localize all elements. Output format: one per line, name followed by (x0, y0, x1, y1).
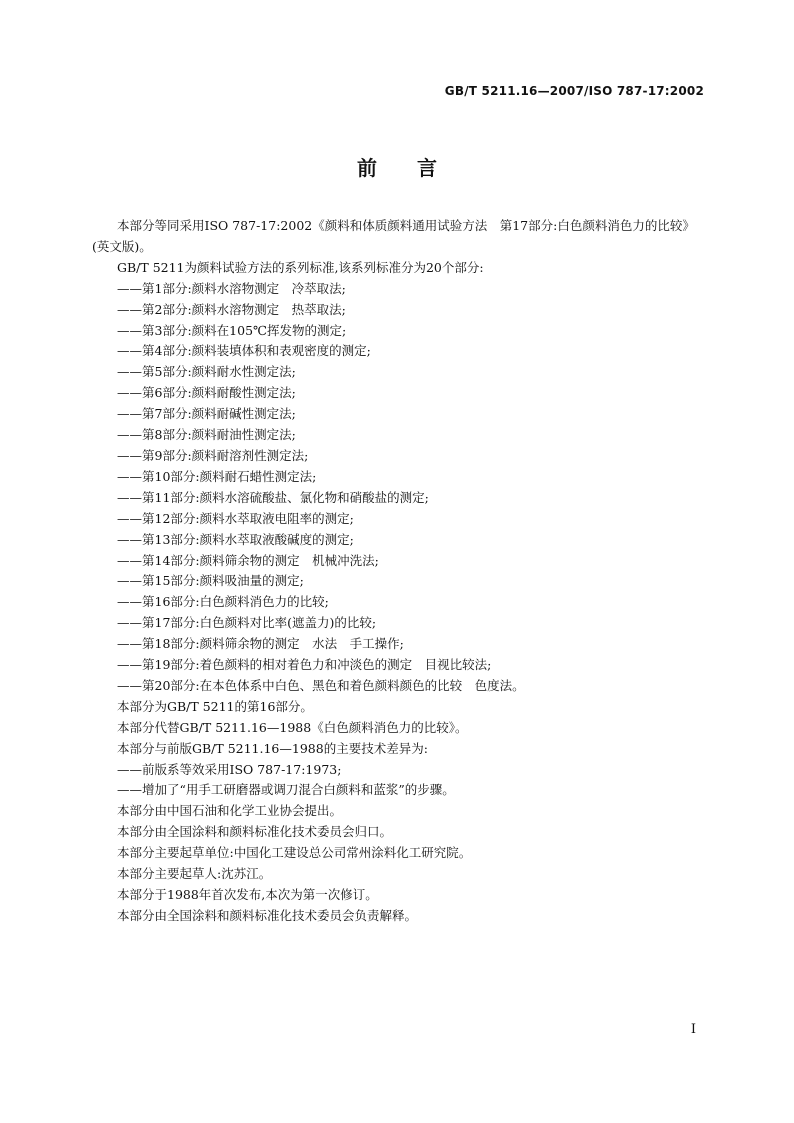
closing-paragraph: 本部分主要起草单位:中国化工建设总公司常州涂料化工研究院。 (117, 845, 472, 861)
intro-paragraph: 本部分等同采用ISO 787-17:2002《颜料和体质颜料通用试验方法 第17部分:白色颜料消色力的比较》(英文版)。 (92, 218, 695, 254)
statement-paragraph: 本部分为GB/T 5211的第16部分。 (117, 698, 313, 714)
list-item: ——第18部分:颜料筛余物的测定 水法 手工操作; (117, 636, 404, 652)
closing-paragraph: 本部分于1988年首次发布,本次为第一次修订。 (117, 887, 378, 902)
list-item: ——第1部分:颜料水溶物测定 冷萃取法; (117, 280, 346, 296)
document-body (92, 216, 708, 927)
list-item: ——第17部分:白色颜料对比率(遮盖力)的比较; (117, 615, 377, 631)
parts-list (92, 279, 708, 697)
closing-paragraph: 本部分主要起草人:沈苏江。 (117, 866, 272, 882)
list-item: ——第20部分:在本色体系中白色、黑色和着色颜料颜色的比较 色度法。 (117, 677, 525, 693)
list-item: ——第5部分:颜料耐水性测定法; (117, 364, 296, 380)
list-item: ——第19部分:着色颜料的相对着色力和冲淡色的测定 目视比较法; (117, 657, 492, 673)
list-item: ——第12部分:颜料水萃取液电阻率的测定; (117, 510, 354, 526)
list-item: ——第16部分:白色颜料消色力的比较; (117, 594, 329, 610)
page-title: 前言 (357, 156, 477, 180)
list-item: ——第6部分:颜料耐酸性测定法; (117, 385, 296, 401)
list-item: ——第8部分:颜料耐油性测定法; (117, 427, 296, 443)
list-item: ——第10部分:颜料耐石蜡性测定法; (117, 468, 317, 484)
statement-paragraph: 本部分代替GB/T 5211.16—1988《白色颜料消色力的比较》。 (117, 719, 468, 735)
closing-paragraph: 本部分由中国石油和化学工业协会提出。 (117, 803, 343, 819)
closing-paragraph: 本部分由全国涂料和颜料标准化技术委员会负责解释。 (117, 907, 418, 923)
page-number: I (690, 1022, 696, 1037)
differences-list (92, 760, 708, 802)
list-item: ——第4部分:颜料装填体积和表观密度的测定; (117, 343, 371, 359)
list-item: ——第14部分:颜料筛余物的测定 机械冲洗法; (117, 552, 379, 568)
list-item: ——增加了“用手工研磨器或调刀混合白颜料和蓝浆”的步骤。 (117, 782, 455, 798)
statement-paragraph: 本部分与前版GB/T 5211.16—1988的主要技术差异为: (117, 740, 428, 756)
list-item: ——第15部分:颜料吸油量的测定; (117, 573, 304, 589)
list-item: ——第11部分:颜料水溶硫酸盐、氯化物和硝酸盐的测定; (117, 489, 429, 505)
closing-paragraph: 本部分由全国涂料和颜料标准化技术委员会归口。 (117, 824, 393, 840)
list-item: ——第13部分:颜料水萃取液酸碱度的测定; (117, 531, 354, 547)
list-item: ——第3部分:颜料在105℃挥发物的测定; (117, 322, 347, 338)
list-item: ——第7部分:颜料耐碱性测定法; (117, 406, 296, 422)
intro-paragraph: GB/T 5211为颜料试验方法的系列标准,该系列标准分为20个部分: (117, 259, 484, 275)
list-item: ——前版系等效采用ISO 787-17:1973; (117, 761, 342, 777)
list-item: ——第9部分:颜料耐溶剂性测定法; (117, 447, 309, 463)
standard-code: GB/T 5211.16—2007/ISO 787-17:2002 (444, 84, 704, 98)
list-item: ——第2部分:颜料水溶物测定 热萃取法; (117, 301, 346, 317)
